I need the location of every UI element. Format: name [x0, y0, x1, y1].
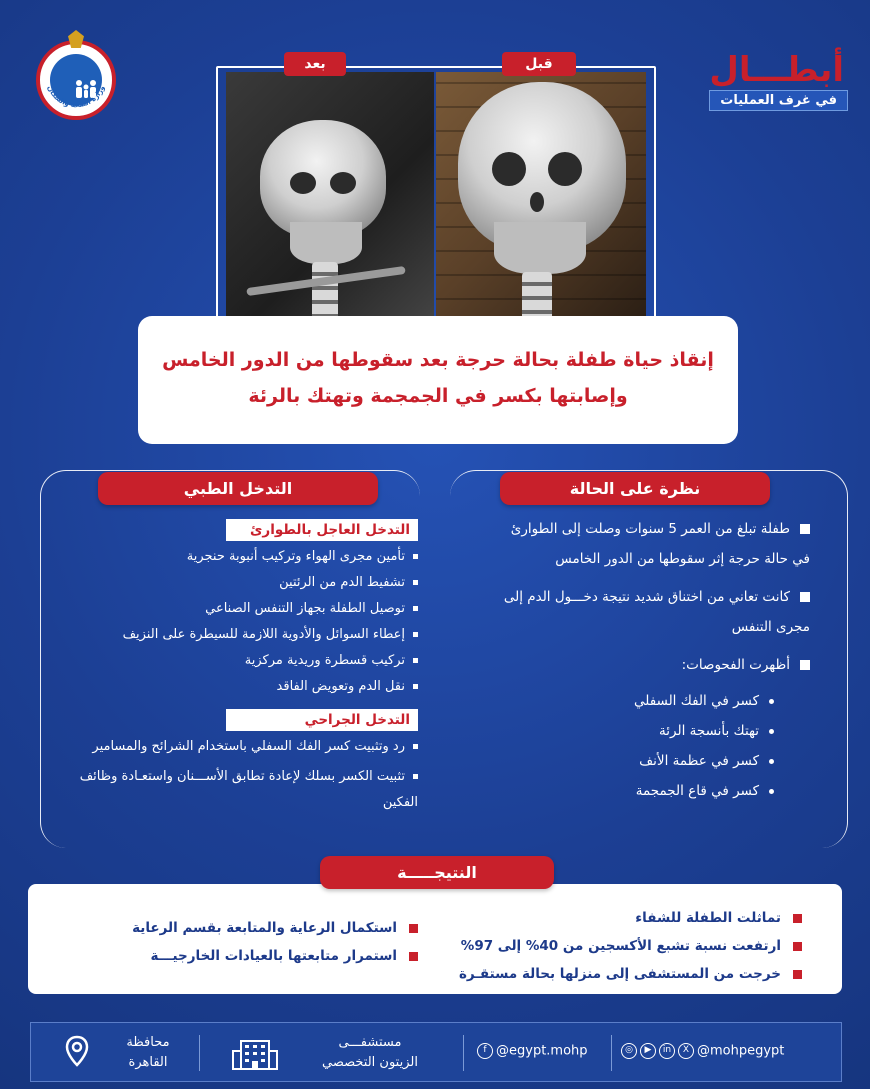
building-icon: [231, 1035, 279, 1071]
facebook-handle[interactable]: f @egypt.mohp: [477, 1043, 588, 1059]
hospital-name: [295, 1033, 445, 1073]
result-item: استمرار متابعتها بالعيادات الخارجيـــة: [78, 942, 418, 970]
case-heading: نظرة على الحالة: [500, 472, 770, 505]
brand-subtitle: في غرف العمليات: [709, 90, 848, 111]
map-pin-icon: [65, 1035, 89, 1069]
finding-item: كسر في الفك السفلي: [500, 686, 810, 716]
finding-item: كسر في عظمة الأنف: [500, 746, 810, 776]
emergency-item: تشفيط الدم من الرئتين: [46, 570, 418, 596]
result-item: تماثلت الطفلة للشفاء: [422, 904, 802, 932]
after-xray-image: [226, 72, 434, 322]
before-label: قبل: [502, 52, 576, 76]
case-item: كانت تعاني من اختناق شديد نتيجة دخـــول الدم إلى مجرى التنفس: [503, 589, 810, 635]
emergency-item: نقل الدم وتعويض الفاقد: [46, 674, 418, 700]
headline-line-2: وإصابتها بكسر في الجمجمة وتهتك بالرئة: [248, 385, 628, 407]
brand-title: أبطـــال: [709, 50, 844, 90]
emergency-list: [46, 518, 418, 700]
youtube-icon: ▶: [640, 1043, 656, 1059]
result-item: استكمال الرعاية والمتابعة بقسم الرعاية: [78, 914, 418, 942]
emergency-item: تركيب قسطرة وريدية مركزية: [46, 648, 418, 674]
finding-item: كسر في قاع الجمجمة: [500, 776, 810, 806]
x-icon: X: [678, 1043, 694, 1059]
surgical-list: [46, 708, 418, 816]
result-right-list: [422, 904, 802, 988]
emergency-item: توصيل الطفلة بجهاز التنفس الصناعي: [46, 596, 418, 622]
linkedin-icon: in: [659, 1043, 675, 1059]
surgical-title: التدخل الجراحي: [226, 709, 418, 731]
governorate-line-2: القاهرة: [128, 1055, 168, 1070]
headline-box: [138, 316, 738, 444]
after-label: بعد: [284, 52, 346, 76]
finding-item: تهتك بأنسجة الرئة: [500, 716, 810, 746]
footer-bar: [30, 1022, 842, 1082]
emergency-title: التدخل العاجل بالطوارئ: [226, 519, 418, 541]
hospital-line-2: الزيتون التخصصي: [322, 1055, 418, 1070]
emergency-item: تأمين مجرى الهواء وتركيب أنبوبة حنجرية: [46, 544, 418, 570]
instagram-icon: ◎: [621, 1043, 637, 1059]
campaign-brand: [698, 50, 848, 120]
result-heading: النتيجـــــة: [320, 856, 554, 889]
hospital-line-1: مستشفـــى: [338, 1035, 402, 1050]
emergency-item: إعطاء السوائل والأدوية اللازمة للسيطرة على النزيف: [46, 622, 418, 648]
ministry-logo: [36, 40, 116, 120]
result-box: [28, 884, 842, 994]
svg-text:وزارة الصحة والسكان: [46, 84, 107, 109]
case-item: طفلة تبلغ من العمر 5 سنوات وصلت إلى الطوارئ في حالة حرجة إثر سقوطها من الدور الخامس: [510, 521, 810, 567]
social-handles[interactable]: ◎ ▶ in X @mohpegypt: [621, 1043, 784, 1059]
facebook-icon: f: [477, 1043, 493, 1059]
headline-line-1: إنقاذ حياة طفلة بحالة حرجة بعد سقوطها من الدور الخامس: [162, 349, 714, 371]
surgical-item: تثبيت الكسر بسلك لإعادة تطابق الأســـنان واستعـادة وظائف الفكين: [79, 769, 418, 810]
medical-heading: التدخل الطبي: [98, 472, 378, 505]
governorate-line-1: محافظة: [126, 1035, 170, 1050]
result-left-list: [78, 914, 418, 970]
case-list: [500, 514, 810, 806]
result-item: خرجت من المستشفى إلى منزلها بحالة مستقـرة: [422, 960, 802, 988]
before-xray-image: [436, 72, 646, 322]
governorate: [113, 1033, 183, 1073]
surgical-item: رد وتثبيت كسر الفك السفلي باستخدام الشرائح والمسامير: [46, 734, 418, 760]
result-item: ارتفعت نسبة تشبع الأكسجين من 40% إلى 97%: [422, 932, 802, 960]
case-item: أظهرت الفحوصات:: [500, 650, 810, 680]
logo-caption: وزارة الصحة والسكان: [45, 84, 107, 110]
